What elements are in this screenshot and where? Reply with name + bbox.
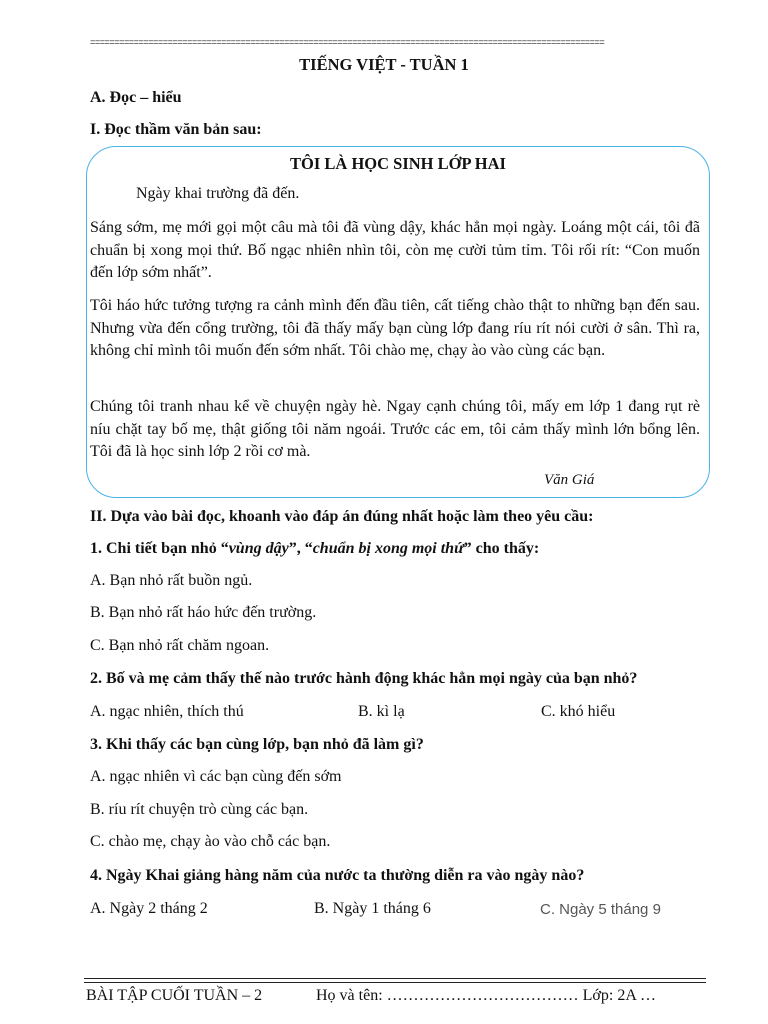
- question-4: 4. Ngày Khai giảng hàng năm của nước ta thường diễn ra vào ngày nào?: [90, 867, 585, 884]
- question-4-option-b[interactable]: B. Ngày 1 tháng 6: [314, 900, 431, 917]
- section-i-heading: I. Đọc thầm văn bản sau:: [90, 121, 262, 138]
- story-paragraph-2: Sáng sớm, mẹ mới gọi một câu mà tôi đã vùng dậy, khác hẳn mọi ngày. Loáng một cái, tôi đã chuẩn bị xong mọi thứ. Bố ngạc nhiên nhìn tôi, còn mẹ cười tủm tỉm. Tôi rối rít: “Con muốn đến lớp sớm nhất”.: [90, 219, 700, 281]
- question-3-option-b[interactable]: B. ríu rít chuyện trò cùng các bạn.: [90, 801, 309, 818]
- footer-rule-top: [84, 978, 706, 979]
- page-title: TIẾNG VIỆT - TUẦN 1: [299, 55, 469, 74]
- story-author: Văn Giá: [544, 472, 595, 488]
- question-3-option-a[interactable]: A. ngạc nhiên vì các bạn cùng đến sớm: [90, 768, 342, 785]
- question-2: 2. Bố và mẹ cảm thấy thế nào trước hành động khác hẳn mọi ngày của bạn nhỏ?: [90, 670, 638, 687]
- question-2-option-b[interactable]: B. kì lạ: [358, 703, 405, 720]
- story-paragraph-4: Chúng tôi tranh nhau kể về chuyện ngày hè. Ngay cạnh chúng tôi, mấy em lớp 1 đang rụt rè níu chặt tay bố mẹ, thật giống tôi năm ngoái. Trước các em, tôi cảm thấy mình lớn bổng lên. Tôi đã là học sinh lớp 2 rồi cơ mà.: [90, 398, 700, 460]
- question-3: 3. Khi thấy các bạn cùng lớp, bạn nhỏ đã làm gì?: [90, 736, 424, 753]
- question-1: 1. Chi tiết bạn nhỏ “vùng dậy”, “chuẩn bị xong mọi thứ” cho thấy:: [90, 540, 540, 557]
- question-2-option-c[interactable]: C. khó hiểu: [541, 703, 616, 720]
- story-paragraph-3: Tôi háo hức tưởng tượng ra cảnh mình đến đầu tiên, cất tiếng chào thật to những bạn đến sau. Nhưng vừa đến cổng trường, tôi đã thấy mấy bạn cùng lớp đang ríu rít nói cười ở sân. Thì ra, không chỉ mình tôi muốn đến sớm nhất. Tôi chào mẹ, chạy ào vào cùng các bạn.: [90, 297, 700, 359]
- footer-title: BÀI TẬP CUỐI TUẦN – 2: [86, 987, 263, 1004]
- question-1-option-b[interactable]: B. Bạn nhỏ rất háo hức đến trường.: [90, 604, 317, 621]
- section-a-heading: A. Đọc – hiểu: [90, 89, 182, 106]
- question-4-option-c[interactable]: C. Ngày 5 tháng 9: [540, 901, 661, 918]
- question-1-option-c[interactable]: C. Bạn nhỏ rất chăm ngoan.: [90, 637, 270, 654]
- separator-line: ==========================================================================================================: [90, 38, 605, 48]
- section-ii-heading: II. Dựa vào bài đọc, khoanh vào đáp án đúng nhất hoặc làm theo yêu cầu:: [90, 508, 594, 525]
- story-paragraph-1: Ngày khai trường đã đến.: [136, 185, 300, 202]
- question-4-option-a[interactable]: A. Ngày 2 tháng 2: [90, 900, 208, 917]
- question-2-option-a[interactable]: A. ngạc nhiên, thích thú: [90, 703, 244, 720]
- question-3-option-c[interactable]: C. chào mẹ, chạy ào vào chỗ các bạn.: [90, 833, 331, 850]
- footer-name-class-field[interactable]: Họ và tên: ……………………………… Lớp: 2A …: [316, 987, 656, 1004]
- footer-rule-bottom: [84, 982, 706, 983]
- question-1-option-a[interactable]: A. Bạn nhỏ rất buồn ngủ.: [90, 572, 253, 589]
- story-title: TÔI LÀ HỌC SINH LỚP HAI: [290, 154, 506, 173]
